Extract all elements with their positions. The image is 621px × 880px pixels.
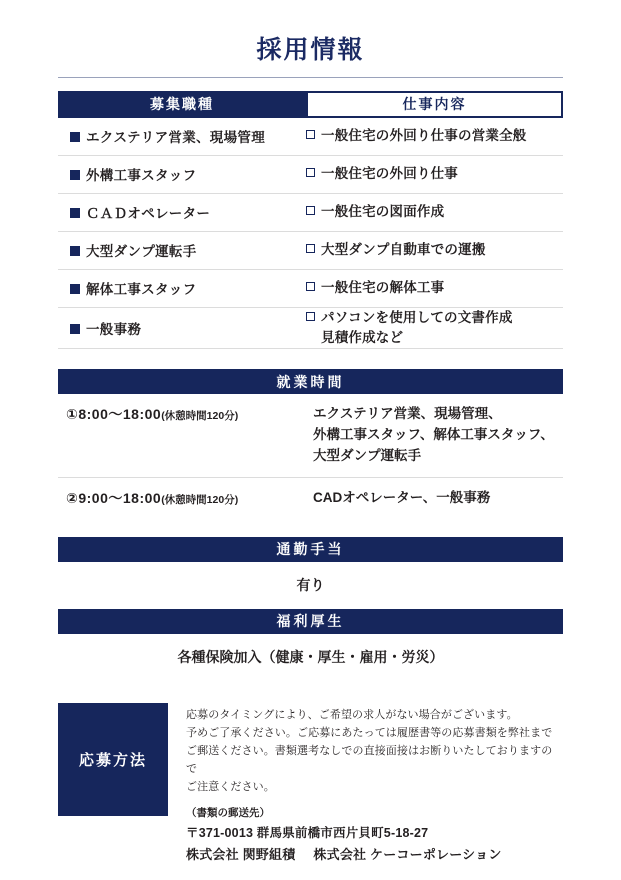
working-hours-time-main: ②9:00〜18:00 <box>66 489 162 506</box>
job-cell <box>58 278 306 298</box>
apply-method-label: 応募方法 <box>58 703 168 816</box>
job-desc-cell <box>306 308 563 349</box>
filled-square-icon <box>70 284 80 294</box>
job-cell <box>58 126 306 146</box>
apply-section <box>58 703 563 864</box>
apply-body <box>168 703 563 864</box>
table-row <box>58 270 563 308</box>
job-desc-cell <box>306 126 563 146</box>
job-title: 大型ダンプ運転手 <box>86 244 197 259</box>
job-title: エクステリア営業、現場管理 <box>86 130 265 145</box>
job-title: 外構工事スタッフ <box>86 168 197 183</box>
apply-note-line3: ご郵送ください。書類選考なしでの直接面接はお断りいたしておりますので <box>186 744 553 776</box>
working-hours-jobs-line1: エクステリア営業、現場管理、 <box>313 406 502 421</box>
company-name-2: 株式会社 ケーコーポレーション <box>313 847 502 863</box>
job-desc-cell <box>306 240 563 260</box>
filled-square-icon <box>70 170 80 180</box>
job-title: ＣＡＤオペレーター <box>86 206 211 221</box>
filled-square-icon <box>70 132 80 142</box>
hollow-square-icon <box>306 244 315 253</box>
job-description-line2: 見積作成など <box>321 329 404 345</box>
hollow-square-icon <box>306 282 315 291</box>
hollow-square-icon <box>306 206 315 215</box>
hollow-square-icon <box>306 168 315 177</box>
mailing-address: 〒371-0013 群馬県前橋市西片貝町5-18-27 <box>186 826 429 841</box>
title-divider <box>58 77 563 78</box>
job-description <box>321 308 513 349</box>
hollow-square-icon <box>306 312 315 321</box>
job-cell <box>58 318 306 338</box>
working-hours-row <box>58 394 563 478</box>
working-hours-jobs <box>313 404 563 467</box>
working-hours-row <box>58 478 563 519</box>
working-hours-time <box>58 488 313 509</box>
commuting-allowance-value: 有り <box>296 576 325 593</box>
jobs-table-header-job: 募集職種 <box>58 91 306 118</box>
apply-note <box>186 706 563 797</box>
job-description-line1: パソコンを使用しての文書作成 <box>321 309 513 325</box>
company-name-1: 株式会社 関野組積 <box>186 847 296 863</box>
jobs-table <box>58 91 563 350</box>
working-hours-jobs-line2: 外構工事スタッフ、解体工事スタッフ、 <box>313 426 554 442</box>
working-hours-break-note: (休憩時間120分) <box>161 493 239 506</box>
apply-note-line4: ご注意ください。 <box>186 781 275 794</box>
section-heading-working-hours: 就業時間 <box>58 369 563 394</box>
working-hours-jobs-line3: 大型ダンプ運転手 <box>313 447 422 463</box>
filled-square-icon <box>70 246 80 256</box>
job-description: 一般住宅の図面作成 <box>321 203 445 219</box>
apply-note-line2: 予めご了承ください。ご応募にあたっては履歴書等の応募書類を弊社まで <box>186 726 553 739</box>
company-names <box>186 844 563 863</box>
hollow-square-icon <box>306 130 315 139</box>
job-title: 一般事務 <box>86 321 142 337</box>
working-hours-jobs <box>313 488 563 509</box>
job-desc-cell <box>306 164 563 184</box>
section-heading-benefits: 福利厚生 <box>58 609 563 634</box>
table-row <box>58 118 563 156</box>
section-heading-commuting-allowance: 通勤手当 <box>58 537 563 562</box>
page-title: 採用情報 <box>256 36 365 64</box>
working-hours-time <box>58 404 313 467</box>
job-description: 一般住宅の外回り仕事 <box>321 165 458 181</box>
apply-note-line1: 応募のタイミングにより、ご希望の求人がない場合がございます。 <box>186 708 518 721</box>
table-row <box>58 232 563 270</box>
working-hours-time-main: ①8:00〜18:00 <box>66 406 162 422</box>
jobs-table-header-desc: 仕事内容 <box>306 91 563 118</box>
job-cell <box>58 164 306 184</box>
benefits-value: 各種保険加入（健康・厚生・雇用・労災） <box>177 648 444 665</box>
table-row <box>58 194 563 232</box>
working-hours-jobs-line1: CADオペレーター、一般事務 <box>313 489 491 505</box>
table-row <box>58 308 563 350</box>
job-description: 一般住宅の解体工事 <box>321 279 445 295</box>
job-title: 解体工事スタッフ <box>86 282 197 297</box>
mailing-address-label: （書類の郵送先） <box>186 807 270 820</box>
job-cell <box>58 202 306 222</box>
job-desc-cell <box>306 278 563 298</box>
filled-square-icon <box>70 324 80 334</box>
job-cell <box>58 240 306 260</box>
job-description: 一般住宅の外回り仕事の営業全般 <box>321 127 527 143</box>
job-desc-cell <box>306 202 563 222</box>
filled-square-icon <box>70 208 80 218</box>
jobs-table-header-row <box>58 91 563 118</box>
working-hours-break-note: (休憩時間120分) <box>161 410 239 422</box>
job-description: 大型ダンプ自動車での運搬 <box>321 241 486 257</box>
table-row <box>58 156 563 194</box>
